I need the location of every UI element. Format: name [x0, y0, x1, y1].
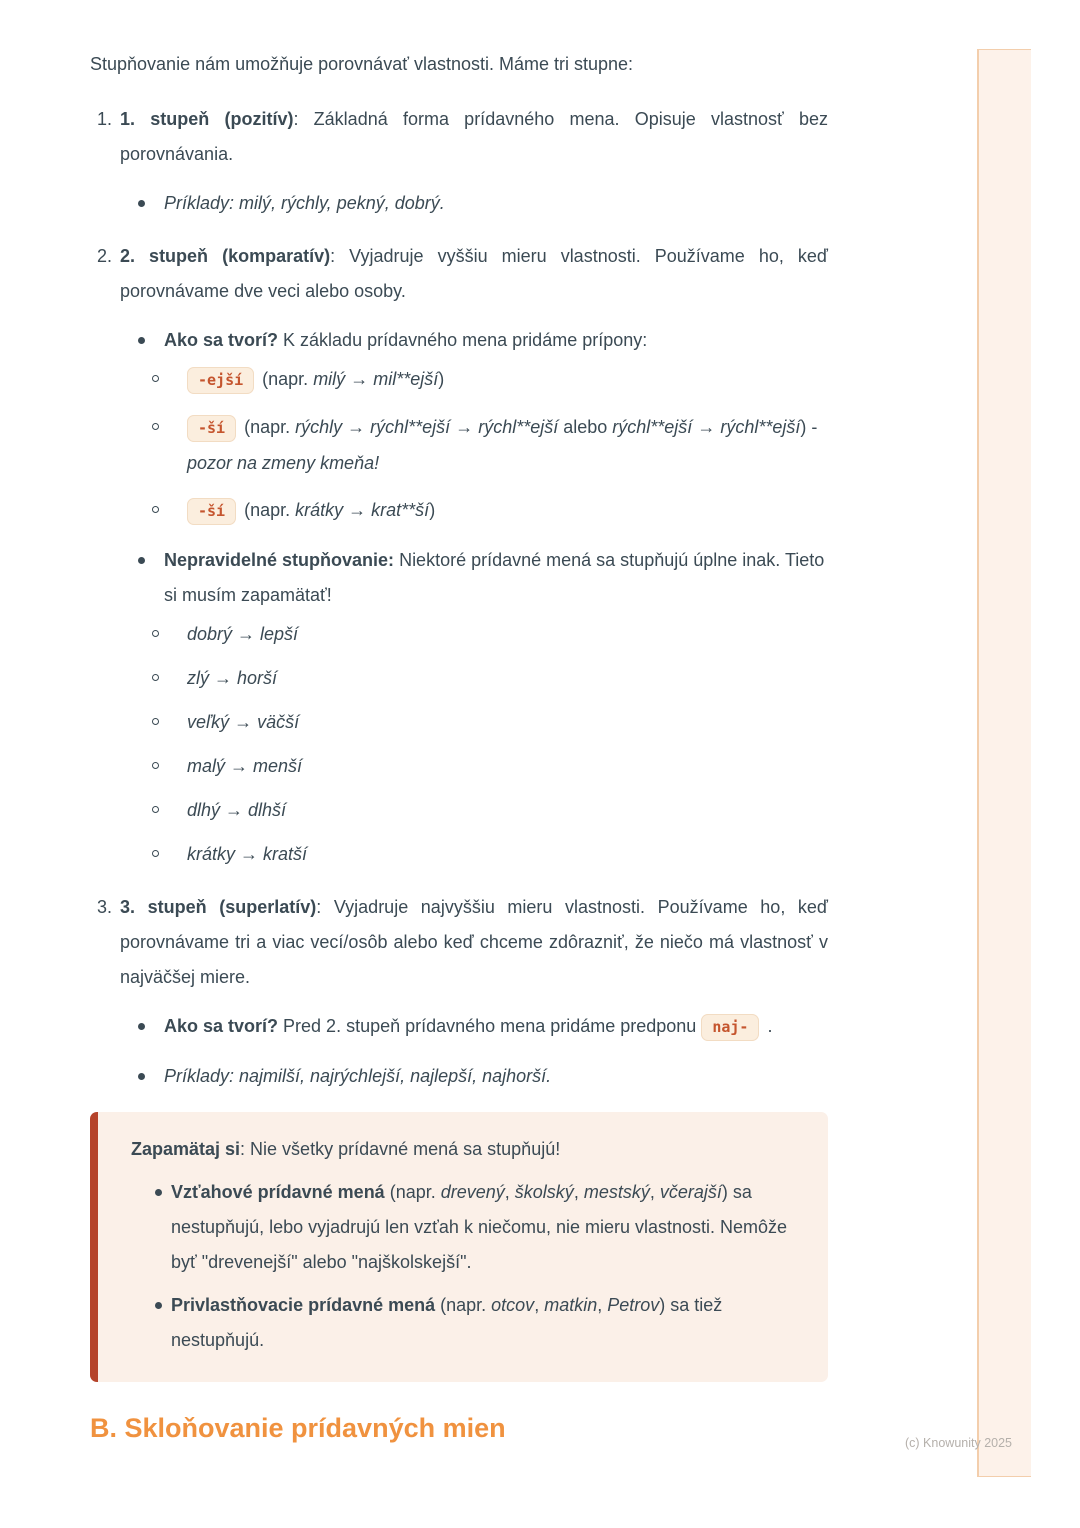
text-segment: rýchl**ejší — [478, 417, 559, 437]
text-segment: : Základná forma prídavného mena. Opisuje vlastnosť bez porovnávania. — [120, 109, 829, 164]
text-segment: krat**ší — [371, 500, 430, 520]
examples-text — [164, 186, 828, 221]
text-segment: , — [573, 1182, 584, 1202]
text-segment: ) - — [800, 417, 818, 437]
text-segment: krátky → kratší — [187, 844, 308, 864]
text-segment: ) — [429, 500, 436, 520]
page-margin-strip — [977, 49, 1031, 1477]
text-segment: rýchly — [295, 417, 343, 437]
text-segment: drevený — [440, 1182, 505, 1202]
callout-bullet-text — [171, 1175, 798, 1280]
text-segment: 1. stupeň (pozitív) — [120, 109, 294, 129]
irregular-pair-item — [164, 661, 828, 696]
suffix-list — [164, 362, 828, 529]
text-segment: malý → menší — [187, 756, 303, 776]
callout-note — [90, 1112, 828, 1382]
text-segment: Nepravidelné stupňovanie: — [164, 550, 395, 570]
text-segment: ) sa nestupňujú, lebo vyjadrujú len vzťah k niečomu, nie mieru vlastnosti. Nemôže byť "drevenejší" alebo "najškolskejší". — [171, 1182, 788, 1272]
text-segment: mil**ejší — [373, 369, 439, 389]
text-segment: ) sa tiež nestupňujú. — [171, 1295, 723, 1350]
examples-bullet-item — [120, 1059, 828, 1094]
text-segment: 3. stupeň (superlatív) — [120, 897, 317, 917]
text-segment: mestský — [583, 1182, 650, 1202]
text-segment: : Nie všetky prídavné mená sa stupňujú! — [240, 1139, 561, 1159]
text-segment: ) — [438, 369, 445, 389]
text-segment: dobrý → lepší — [187, 624, 299, 644]
how-formed-text — [164, 323, 828, 358]
text-segment: (napr. — [435, 1295, 492, 1315]
text-segment: rýchl**ejší — [370, 417, 451, 437]
list-item-degree-1 — [90, 102, 828, 221]
degree-2-paragraph — [120, 239, 828, 309]
irregular-pair-text — [187, 837, 828, 872]
item-number: 3. — [97, 897, 113, 917]
copyright-footer: (c) Knowunity 2025 — [905, 1436, 1013, 1450]
text-segment: → — [692, 417, 721, 437]
text-segment: pozor na zmeny kmeňa! — [187, 453, 380, 473]
suffix-rule-item — [164, 493, 828, 529]
text-segment: Príklady: milý, rýchly, pekný, dobrý. — [164, 193, 445, 213]
irregular-list — [164, 617, 828, 872]
irregular-intro-text — [164, 543, 828, 613]
irregular-pair-item — [164, 837, 828, 872]
degree-2-sublist — [120, 323, 828, 872]
text-segment: : Vyjadruje vyššiu mieru vlastnosti. Používame ho, keď porovnávame dve veci alebo osoby. — [120, 246, 828, 301]
text-segment: Ako sa tvorí? — [164, 1016, 279, 1036]
text-segment: , — [597, 1295, 608, 1315]
how-formed-bullet-item — [120, 323, 828, 529]
intro-paragraph: Stupňovanie nám umožňuje porovnávať vlastnosti. Máme tri stupne: — [90, 54, 634, 74]
item-number: 1. — [97, 109, 113, 129]
text-segment: : Vyjadruje najvyššiu mieru vlastnosti. Používame ho, keď porovnávame tri a viac vecí/osôb alebo keď chceme zdôrazniť, že niečo má vlastnosť v najväčšej miere. — [120, 897, 828, 987]
text-segment: matkin — [544, 1295, 598, 1315]
text-segment: → — [450, 417, 479, 437]
text-segment: . — [762, 1016, 773, 1036]
suffix-rule-text — [187, 362, 828, 398]
text-segment: , — [534, 1295, 545, 1315]
text-segment: (napr. — [239, 500, 296, 520]
text-segment: dlhý → dlhší — [187, 800, 287, 820]
text-segment: milý — [313, 369, 346, 389]
section-heading: B. Skloňovanie prídavných mien — [90, 1413, 506, 1443]
irregular-bullet-item — [120, 543, 828, 872]
page-content — [90, 47, 828, 1448]
list-item-degree-3 — [90, 890, 828, 1094]
text-segment: včerajší — [659, 1182, 722, 1202]
irregular-pair-item — [164, 617, 828, 652]
text-segment: rýchl**ejší — [612, 417, 693, 437]
how-formed-text — [164, 1009, 828, 1045]
text-segment: Vzťahové prídavné mená — [171, 1182, 385, 1202]
item-number: 2. — [97, 246, 113, 266]
text-segment: Zapamätaj si — [131, 1139, 241, 1159]
text-segment: → — [342, 417, 371, 437]
code-badge: naj- — [701, 1014, 759, 1041]
callout-title — [131, 1132, 798, 1167]
degree-1-paragraph — [120, 102, 828, 172]
text-segment: , — [649, 1182, 660, 1202]
text-segment: 2. stupeň (komparatív) — [120, 246, 331, 266]
text-segment: Privlastňovacie prídavné mená — [171, 1295, 436, 1315]
callout-list — [131, 1175, 798, 1358]
text-segment: (napr. — [384, 1182, 441, 1202]
irregular-pair-text — [187, 661, 828, 696]
text-segment: (napr. — [257, 369, 314, 389]
degree-3-paragraph — [120, 890, 828, 995]
text-segment: , — [504, 1182, 515, 1202]
irregular-pair-text — [187, 617, 828, 652]
callout-bullet-text — [171, 1288, 798, 1358]
how-formed-bullet-item — [120, 1009, 828, 1045]
text-segment: → — [343, 500, 372, 520]
degree-3-sublist — [120, 1009, 828, 1094]
list-item-degree-2 — [90, 239, 828, 872]
code-badge: -ší — [187, 415, 236, 442]
examples-text — [164, 1059, 828, 1094]
text-segment: alebo — [558, 417, 613, 437]
degree-1-sublist — [120, 186, 828, 221]
text-segment: Pred 2. stupeň prídavného mena pridáme predponu — [278, 1016, 702, 1036]
text-segment: zlý → horší — [187, 668, 278, 688]
text-segment: Príklady: najmilší, najrýchlejší, najlepší, najhorší. — [164, 1066, 552, 1086]
suffix-rule-item — [164, 410, 828, 481]
text-segment: Petrov — [607, 1295, 660, 1315]
irregular-pair-text — [187, 793, 828, 828]
code-badge: -ší — [187, 498, 236, 525]
suffix-rule-text — [187, 410, 828, 481]
text-segment: (napr. — [239, 417, 296, 437]
irregular-pair-text — [187, 749, 828, 784]
text-segment: Niektoré prídavné mená sa stupňujú úplne inak. Tieto si musím zapamätať! — [164, 550, 825, 605]
text-segment: → — [345, 369, 374, 389]
irregular-pair-item — [164, 749, 828, 784]
examples-bullet-item — [120, 186, 828, 221]
irregular-pair-item — [164, 705, 828, 740]
code-badge: -ejší — [187, 367, 254, 394]
irregular-pair-item — [164, 793, 828, 828]
callout-bullet-item — [131, 1175, 798, 1280]
callout-bullet-item — [131, 1288, 798, 1358]
text-segment: Ako sa tvorí? — [164, 330, 279, 350]
text-segment: otcov — [491, 1295, 535, 1315]
text-segment: krátky — [295, 500, 344, 520]
text-segment: veľký → väčší — [187, 712, 300, 732]
text-segment: rýchl**ejší — [720, 417, 801, 437]
text-segment: K základu prídavného mena pridáme prípony: — [278, 330, 648, 350]
text-segment: školský — [514, 1182, 574, 1202]
suffix-rule-item — [164, 362, 828, 398]
suffix-rule-text — [187, 493, 828, 529]
irregular-pair-text — [187, 705, 828, 740]
